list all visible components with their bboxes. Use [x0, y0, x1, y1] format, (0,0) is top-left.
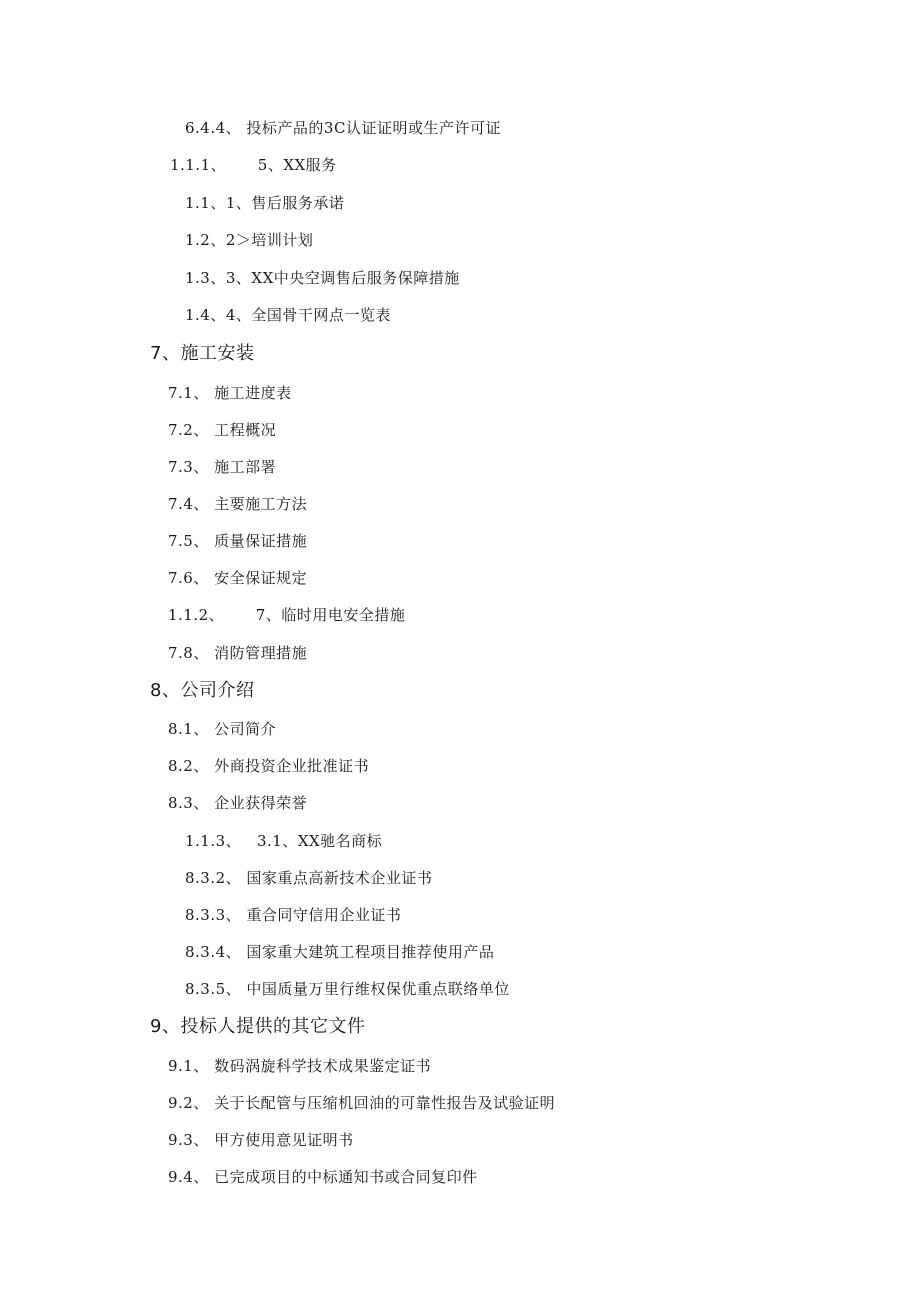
toc-entry-9-1: 9.1、 数码涡旋科学技术成果鉴定证书: [168, 1057, 432, 1075]
toc-entry-8-3-3: 8.3.3、 重合同守信用企业证书: [185, 906, 402, 924]
toc-entry-9-4: 9.4、 已完成项目的中标通知书或合同复印件: [168, 1168, 478, 1186]
toc-entry-8-3-4: 8.3.4、 国家重大建筑工程项目推荐使用产品: [185, 943, 495, 961]
toc-entry-1-1-2: 1.1.2、 7、临时用电安全措施: [168, 606, 406, 624]
toc-entry-9-3: 9.3、 甲方使用意见证明书: [168, 1131, 354, 1149]
toc-entry-8-3-5: 8.3.5、 中国质量万里行维权保优重点联络单位: [185, 980, 510, 998]
toc-entry-6-4-4: 6.4.4、 投标产品的3C认证证明或生产许可证: [185, 119, 501, 137]
toc-entry-7-2: 7.2、 工程概况: [168, 421, 277, 439]
toc-heading-8: 8、公司介绍: [150, 680, 255, 701]
toc-entry-1-1-1: 1.1.1、 5、XX服务: [170, 156, 337, 174]
toc-entry-8-3: 8.3、 企业获得荣誉: [168, 794, 308, 812]
toc-entry-7-8: 7.8、 消防管理措施: [168, 644, 308, 662]
toc-entry-9-2: 9.2、 关于长配管与压缩机回油的可靠性报告及试验证明: [168, 1094, 556, 1112]
toc-heading-7: 7、施工安装: [150, 343, 255, 364]
toc-entry-1-1: 1.1、1、售后服务承诺: [185, 194, 345, 212]
toc-entry-8-2: 8.2、 外商投资企业批准证书: [168, 757, 370, 775]
toc-entry-1-2: 1.2、2＞培训计划: [185, 231, 314, 249]
toc-entry-7-4: 7.4、 主要施工方法: [168, 495, 308, 513]
toc-entry-7-5: 7.5、 质量保证措施: [168, 532, 308, 550]
toc-entry-1-4: 1.4、4、全国骨干网点一览表: [185, 306, 391, 324]
toc-entry-7-3: 7.3、 施工部署: [168, 458, 277, 476]
toc-entry-8-3-2: 8.3.2、 国家重点高新技术企业证书: [185, 869, 433, 887]
toc-heading-9: 9、投标人提供的其它文件: [150, 1016, 366, 1037]
toc-entry-7-6: 7.6、 安全保证规定: [168, 569, 308, 587]
toc-entry-7-1: 7.1、 施工进度表: [168, 384, 292, 402]
toc-entry-1-3: 1.3、3、XX中央空调售后服务保障措施: [185, 269, 460, 287]
toc-entry-8-1: 8.1、 公司简介: [168, 720, 277, 738]
toc-entry-1-1-3: 1.1.3、 3.1、XX驰名商标: [185, 832, 383, 850]
